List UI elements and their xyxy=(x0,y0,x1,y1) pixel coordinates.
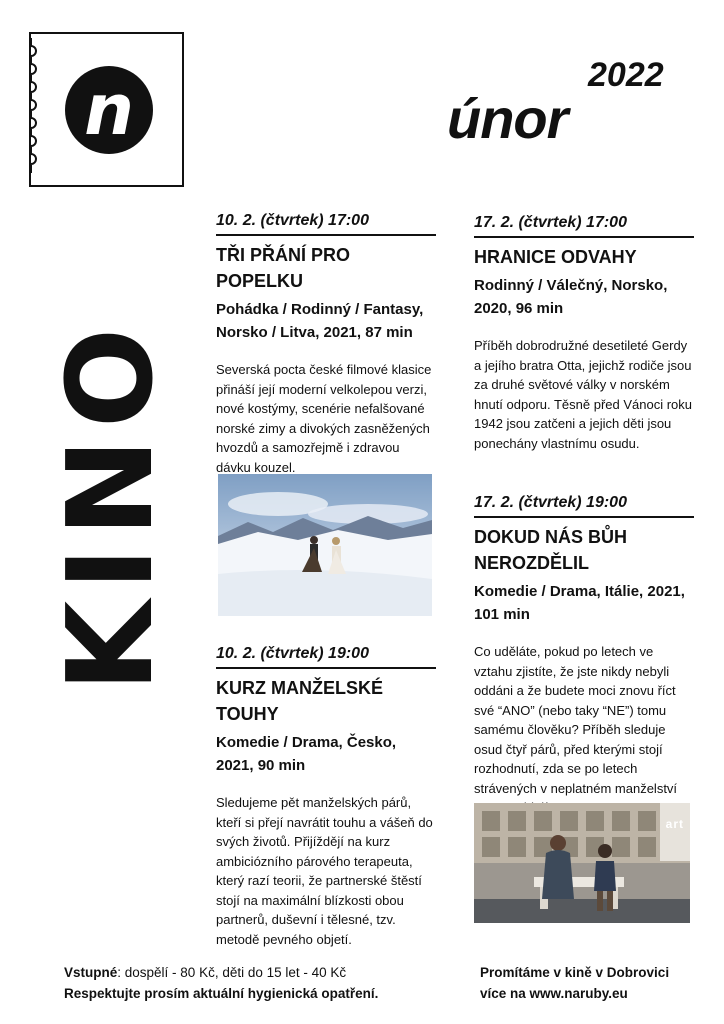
event-card xyxy=(216,212,436,477)
year: 2022 xyxy=(588,56,664,94)
event-description: Severská pocta české filmové klasice přináší její moderní velkolepou verzi, nové kostýmy, scenérie nefalšované norské zimy a divokých zasněžených hvozdů a samozřejmě i zdravou dávku kouzel. xyxy=(216,362,432,475)
event-card xyxy=(474,214,694,453)
event-title: TŘI PŘÁNÍ PRO POPELKU xyxy=(216,245,351,291)
event-title: HRANICE ODVAHY xyxy=(474,247,637,267)
photo-tag: art xyxy=(665,817,684,831)
film-still-popelka xyxy=(218,474,432,616)
logo xyxy=(65,66,153,154)
event-datetime: 10. 2. (čtvrtek) 17:00 xyxy=(216,212,436,236)
side-title: KINO xyxy=(41,317,179,693)
event-genre: Pohádka / Rodinný / Fantasy, Norsko / Litva, 2021, 87 min xyxy=(216,301,424,341)
event-genre: Komedie / Drama, Itálie, 2021, 101 min xyxy=(474,583,685,623)
admission-label: Vstupné xyxy=(64,965,118,980)
venue-text: Promítáme v kině v Dobrovici xyxy=(480,965,670,980)
event-datetime: 17. 2. (čtvrtek) 17:00 xyxy=(474,214,694,238)
logo-letter: n xyxy=(84,69,134,151)
website-text: více na www.naruby.eu xyxy=(480,986,628,1001)
hygiene-notice: Respektujte prosím aktuální hygienická opatření. xyxy=(64,986,379,1001)
event-description: Sledujeme pět manželských párů, kteří si přejí navrátit touhu a vášeň do svých životů. Přijíždějí na kurz ambiciózního párového terapeuta, který razí teorii, že partnerské štěstí stojí na maximální blízkosti obou partnerů, duševní i tělesné, tzv. metodě pevného objetí. xyxy=(216,795,433,947)
perforated-edge-icon xyxy=(23,38,37,183)
event-datetime: 17. 2. (čtvrtek) 19:00 xyxy=(474,494,694,518)
event-title: KURZ MANŽELSKÉ TOUHY xyxy=(216,678,383,724)
event-genre: Komedie / Drama, Česko, 2021, 90 min xyxy=(216,734,397,774)
month: únor xyxy=(447,87,568,150)
event-title: DOKUD NÁS BŮH NEROZDĚLIL xyxy=(474,527,627,573)
event-genre: Rodinný / Válečný, Norsko, 2020, 96 min xyxy=(474,277,668,317)
admission-prices: : dospělí - 80 Kč, děti do 15 let - 40 Kč xyxy=(117,965,347,980)
event-description: Co uděláte, pokud po letech ve vztahu zjistíte, že jste nikdy nebyli oddáni a že budete moci znovu říct své “ANO” (nebo taky “NE”) tomu samému člověku? Příběh sleduje osud čtyř párů, před kterými stojí rozhodnutí, zda se po letech strávených v neplatném manželství xyxy=(474,644,678,796)
event-datetime: 10. 2. (čtvrtek) 19:00 xyxy=(216,645,436,669)
footer-venue xyxy=(480,962,669,1004)
logo-stamp xyxy=(29,32,184,187)
footer-admission xyxy=(64,962,378,1004)
event-card xyxy=(216,645,436,949)
event-card xyxy=(474,494,694,818)
event-description: Příběh dobrodružné desetileté Gerdy a jejího bratra Otta, jejichž rodiče jsou za druhé světové války v norském hnutí odporu. Těsně před Vánoci roku 1942 jsou zatčeni a jejich děti jsou ponechány vlastnímu osudu. xyxy=(474,338,693,451)
film-still-dokud-nas-buh-nerozdelil xyxy=(474,803,690,923)
